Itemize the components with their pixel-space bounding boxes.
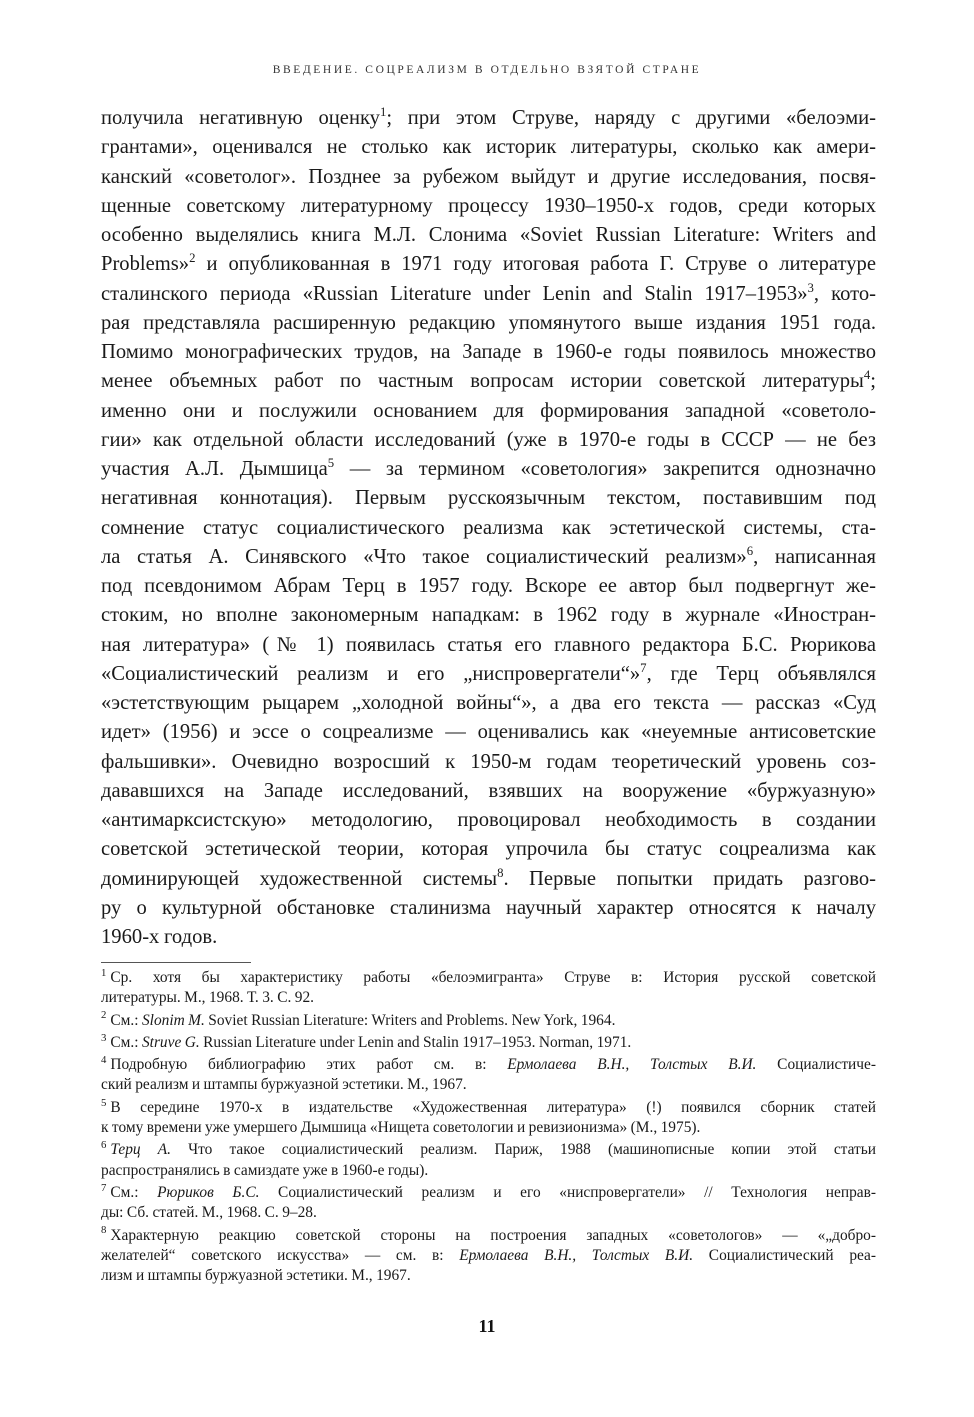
footnote-number: 5 [101, 1096, 107, 1109]
page-number: 11 [478, 1316, 496, 1336]
text-line [101, 689, 876, 718]
italic-author: Рюриков Б.С. [157, 1183, 260, 1201]
text-run: желателей“ советского искусства» — см. в: [101, 1246, 460, 1264]
text-line [101, 338, 876, 367]
text-run: В середине 1970-х в издательстве «Художественная литература» (!) появился сборник статей [110, 1098, 876, 1116]
text-run: «Социалистический реализм и его „ниспровергатели“» [101, 662, 641, 685]
footnote-line [101, 1266, 876, 1286]
footnote-separator [101, 962, 251, 963]
text-run: ский реализм и штампы буржуазной эстетики. М., 1967. [101, 1076, 467, 1094]
text-line [101, 894, 876, 923]
footnote-line [101, 1140, 876, 1160]
text-run: ная литература» (№ 1) появилась статья его главного редактора Б.С. Рюрикова [101, 633, 876, 656]
text-line [101, 192, 876, 221]
text-run: под псевдонимом Абрам Терц в 1957 году. Вскоре ее автор был подвергнут же- [101, 575, 876, 597]
text-run: Problems» [101, 253, 190, 276]
text-run: — за термином «советология» закрепится однозначно [334, 458, 876, 480]
text-line [101, 601, 876, 630]
text-run: и опубликованная в 1971 году итоговая работа Г. Струве о литературе [195, 253, 876, 276]
text-run: именно они и послужили основанием для формирования западной «советоло- [101, 399, 876, 422]
main-text [101, 104, 876, 952]
footnote-line [101, 1203, 876, 1223]
text-line [101, 631, 876, 660]
text-run: грантами», оценивался не столько как историк литературы, сколько как амери- [101, 136, 876, 159]
text-line [101, 455, 876, 484]
footnote-line [101, 968, 876, 988]
footnote-reference: 5 [327, 456, 335, 471]
text-run: советской эстетической теории, которая упрочила бы статус соцреализма как [101, 838, 876, 861]
footnote-reference: 1 [379, 105, 387, 120]
text-line [101, 309, 876, 338]
text-run: ла статья А. Синявского «Что такое социалистический реализм» [101, 545, 747, 568]
italic-author: Ермолаева В.Н., Толстых В.И. [459, 1246, 694, 1264]
italic-author: Struve G. [141, 1033, 200, 1051]
text-run: распространялись в самиздате уже в 1960-е годы). [101, 1161, 429, 1179]
footnote-number: 7 [101, 1181, 107, 1194]
text-run: Социалистический реализм и его «ниспровергатели» // Технология неправ- [259, 1183, 876, 1201]
text-run: ды: Сб. статей. М., 1968. С. 9–28. [101, 1204, 317, 1222]
text-run: Russian Literature under Lenin and Stalin 1917–1953. Norman, 1971. [199, 1033, 632, 1051]
text-line [101, 865, 876, 894]
text-run: дававшихся на Западе исследований, взявших на вооружение «буржуазную» [101, 779, 876, 802]
text-line [101, 718, 876, 747]
text-line [101, 163, 876, 192]
text-line [101, 104, 876, 133]
text-line [101, 543, 876, 572]
text-run: участия А.Л. Дымшица [101, 458, 328, 480]
footnote-number: 1 [101, 966, 107, 979]
footnote-reference: 7 [640, 660, 647, 675]
footnote-reference: 2 [189, 251, 196, 266]
text-line [101, 923, 876, 952]
text-run: , написанная [753, 545, 876, 568]
text-line [101, 572, 876, 601]
text-run: Помимо монографических трудов, на Западе в 1960-е годы появилось множество [101, 341, 876, 363]
footnote-line [101, 1075, 876, 1095]
text-line [101, 426, 876, 455]
footnote-number: 3 [101, 1031, 107, 1044]
footnote [101, 1226, 876, 1289]
text-run: Что такое социалистический реализм. Париж, 1988 (машинописные копии этой статьи [171, 1141, 877, 1159]
footnote-number: 2 [101, 1009, 107, 1022]
text-run: Социалистиче- [756, 1056, 876, 1074]
footnote-reference: 3 [807, 280, 814, 295]
text-run: к тому времени уже умершего Дымшица «Нищета советологии и ревизионизма» (М., 1975). [101, 1119, 701, 1137]
italic-author: Ермолаева В.Н., Толстых В.И. [507, 1056, 757, 1074]
text-run: литературы. М., 1968. Т. 3. С. 92. [101, 989, 314, 1007]
text-line [101, 280, 876, 309]
text-run: . Первые попытки придать разгово- [503, 867, 876, 890]
text-run: «антимарксистскую» методологию, провоцировал необходимость в создании [101, 809, 876, 831]
text-run: , где Терц объявлялся [646, 662, 876, 685]
footnote [101, 1033, 876, 1055]
text-run: См.: [110, 1183, 158, 1201]
footnote-number: 8 [101, 1224, 107, 1237]
text-line [101, 806, 876, 835]
text-run: Soviet Russian Literature: Writers and Problems. New York, 1964. [204, 1011, 616, 1029]
running-head: ВВЕДЕНИЕ. СОЦРЕАЛИЗМ В ОТДЕЛЬНО ВЗЯТОЙ СТРАНЕ [272, 64, 702, 76]
footnote-line [101, 1183, 876, 1203]
text-run: ру о культурной обстановке сталинизма научный характер относятся к началу [101, 896, 876, 919]
text-line [101, 250, 876, 279]
text-run: фальшивки». Очевидно возросший к 1950-м годам теоретический уровень соз- [101, 750, 876, 773]
text-line [101, 660, 876, 689]
text-run: стоким, но вполне закономерным нападкам: в 1962 году в журнале «Иностран- [101, 604, 876, 627]
text-run: Подробную библиографию этих работ см. в: [110, 1056, 508, 1074]
text-run: доминирующей художественной системы [101, 867, 498, 890]
text-run: См.: [110, 1011, 142, 1029]
text-run: менее объемных работ по частным вопросам истории советской литературы [101, 370, 864, 393]
text-line [101, 484, 876, 513]
text-line [101, 367, 876, 396]
text-run: ; [870, 370, 876, 393]
footnote-line [101, 1055, 876, 1075]
text-line [101, 777, 876, 806]
text-run: особенно выделялись книга М.Л. Слонима «Soviet Russian Literature: Writers and [101, 224, 876, 246]
footnote [101, 1183, 876, 1226]
text-line [101, 133, 876, 162]
footnote-line [101, 1246, 876, 1266]
text-run: рая представляла расширенную редакцию упомянутого выше издания 1951 года. [101, 311, 876, 334]
text-run: Ср. хотя бы характеристику работы «белоэмигранта» Струве в: История русской советской [110, 969, 876, 986]
text-run: лизм и штампы буржуазной эстетики. М., 1967. [101, 1267, 411, 1285]
text-run: Характерную реакцию советской стороны на построения западных «советологов» — «„добро- [110, 1226, 876, 1244]
footnote-line [101, 1118, 876, 1138]
footnote-line [101, 1161, 876, 1181]
footnote [101, 1140, 876, 1183]
text-line [101, 397, 876, 426]
footnote-reference: 4 [863, 368, 871, 383]
footnote [101, 1055, 876, 1098]
footnote-reference: 6 [746, 543, 754, 558]
footnote-number: 4 [101, 1054, 107, 1067]
text-run: 1960-х годов. [101, 926, 218, 948]
text-line [101, 835, 876, 864]
footnote-line [101, 1098, 876, 1118]
footnote [101, 968, 876, 1011]
footnote-reference: 8 [497, 865, 504, 880]
text-run: , кото- [813, 282, 876, 305]
text-run: гии» как отдельной области исследований (уже в 1970-е годы в СССР — не без [101, 428, 876, 451]
footnote-number: 6 [101, 1139, 107, 1152]
italic-author: Slonim M. [141, 1011, 205, 1029]
text-run: См.: [110, 1033, 142, 1051]
footnotes [101, 968, 876, 1288]
text-run: сталинского периода «Russian Literature under Lenin and Stalin 1917–1953» [101, 282, 808, 305]
footnote-line [101, 988, 876, 1008]
footnote [101, 1011, 876, 1033]
footnote-line [101, 1226, 876, 1246]
text-run: негативная коннотация). Первым русскоязычным текстом, поставившим под [101, 487, 876, 510]
text-run: идет» (1956) и эссе о соцреализме — оценивались как «неуемные антисоветские [101, 721, 876, 744]
footnote-line [101, 1033, 876, 1053]
text-run: канский «советолог». Позднее за рубежом выйдут и другие исследования, посвя- [101, 165, 876, 188]
italic-author: Терц А. [110, 1141, 172, 1159]
text-run: щенные советскому литературному процессу 1930–1950-х годов, среди которых [101, 194, 876, 217]
text-run: получила негативную оценку [101, 107, 380, 129]
text-run: «эстетствующим рыцарем „холодной войны“», а два его текста — рассказ «Суд [101, 692, 876, 714]
text-line [101, 221, 876, 250]
text-line [101, 514, 876, 543]
text-run: сомнение статус социалистического реализма как эстетической системы, ста- [101, 516, 876, 539]
footnote [101, 1098, 876, 1141]
text-run: Социалистический реа- [693, 1246, 877, 1264]
text-run: ; при этом Струве, наряду с другими «белоэми- [386, 107, 876, 129]
footnote-line [101, 1011, 876, 1031]
text-line [101, 748, 876, 777]
